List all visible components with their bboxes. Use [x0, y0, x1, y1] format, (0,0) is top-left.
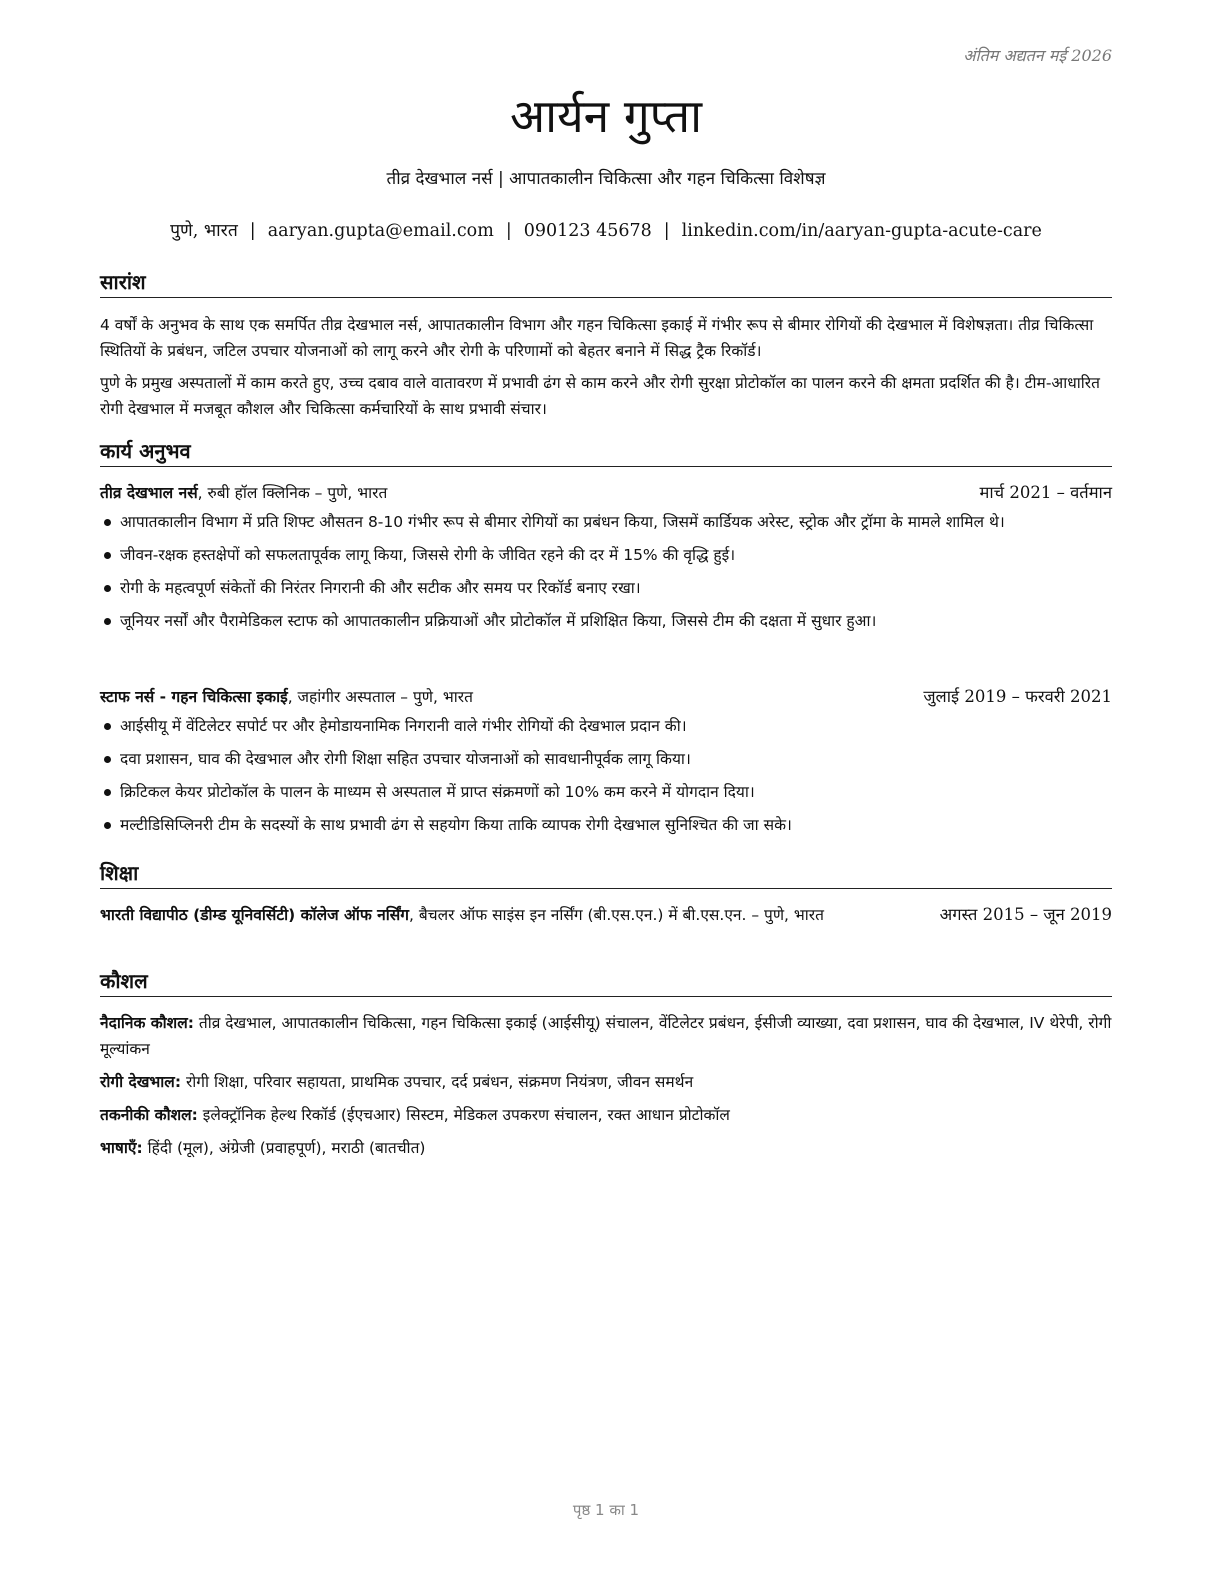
list-item — [100, 509, 1112, 535]
skill-label: रोगी देखभाल: — [100, 1073, 182, 1091]
list-item — [100, 542, 1112, 568]
contact-line — [100, 218, 1112, 244]
skill-row — [100, 1135, 1112, 1161]
job-title-line — [100, 480, 387, 506]
resume-page — [100, 0, 1112, 1584]
contact-linkedin[interactable]: linkedin.com/in/aaryan-gupta-acute-care — [681, 221, 1042, 241]
summary-paragraph-1: 4 वर्षों के अनुभव के साथ एक समर्पित तीव्र देखभाल नर्स, आपातकालीन विभाग और गहन चिकित्सा इकाई में गंभीर रूप से बीमार रोगियों की देखभाल में विशेषज्ञता। तीव्र चिकित्सा स्थितियों के प्रबंधन, जटिल उपचार योजनाओं को लागू करने और रोगी के परिणामों को बेहतर बनाने में सिद्ध ट्रैक रिकॉर्ड। — [100, 316, 1094, 360]
experience-heading: कार्य अनुभव — [100, 437, 1112, 467]
bullet-icon — [104, 618, 111, 625]
education-institution: भारती विद्यापीठ (डीम्ड यूनिवर्सिटी) कॉलेज ऑफ नर्सिंग — [100, 906, 410, 924]
bullet-text: आईसीयू में वेंटिलेटर सपोर्ट पर और हेमोडायनामिक निगरानी वाले गंभीर रोगियों की देखभाल प्रदान की। — [120, 717, 687, 735]
list-item — [100, 575, 1112, 601]
last-updated: अंतिम अद्यतन मई 2026 — [963, 46, 1112, 65]
bullet-icon — [104, 723, 111, 730]
skill-label: तकनीकी कौशल: — [100, 1106, 198, 1124]
candidate-name: आर्यन गुप्ता — [509, 89, 703, 143]
skill-value: हिंदी (मूल), अंग्रेजी (प्रवाहपूर्ण), मराठी (बातचीत) — [142, 1139, 426, 1157]
contact-separator: | — [249, 221, 256, 241]
skill-label: नैदानिक कौशल: — [100, 1014, 194, 1032]
contact-separator: | — [505, 221, 512, 241]
bullet-text: क्रिटिकल केयर प्रोटोकॉल के पालन के माध्यम से अस्पताल में प्राप्त संक्रमणों को 10% कम करने में योगदान दिया। — [120, 783, 755, 801]
job-title-line — [100, 684, 473, 710]
bullet-icon — [104, 822, 111, 829]
education-date: अगस्त 2015 – जून 2019 — [939, 905, 1112, 924]
bullet-text: मल्टीडिसिप्लिनरी टीम के सदस्यों के साथ प्रभावी ढंग से सहयोग किया ताकि व्यापक रोगी देखभाल सुनिश्चित की जा सके। — [120, 816, 792, 834]
bullet-text: आपातकालीन विभाग में प्रति शिफ्ट औसतन 8-10 गंभीर रूप से बीमार रोगियों का प्रबंधन किया, जिसमें कार्डियक अरेस्ट, स्ट्रोक और ट्रॉमा के मामले शामिल थे। — [120, 513, 1005, 531]
job-bullets — [100, 509, 1112, 641]
list-item — [100, 779, 1112, 805]
skill-row — [100, 1010, 1112, 1062]
list-item — [100, 746, 1112, 772]
contact-email[interactable]: aaryan.gupta@email.com — [267, 221, 494, 241]
list-item — [100, 812, 1112, 838]
job-role: तीव्र देखभाल नर्स — [100, 484, 198, 502]
job-header — [100, 480, 1112, 506]
bullet-icon — [104, 789, 111, 796]
bullet-text: रोगी के महत्वपूर्ण संकेतों की निरंतर निगरानी की और सटीक और समय पर रिकॉर्ड बनाए रखा। — [120, 579, 641, 597]
skill-label: भाषाएँ: — [100, 1139, 143, 1157]
bullet-text: जीवन-रक्षक हस्तक्षेपों को सफलतापूर्वक लागू किया, जिससे रोगी के जीवित रहने की दर में 15% की वृद्धि हुई। — [120, 546, 736, 564]
skill-row — [100, 1102, 1112, 1128]
list-item — [100, 608, 1112, 634]
education-details: , बैचलर ऑफ साइंस इन नर्सिंग (बी.एस.एन.) में बी.एस.एन. – पुणे, भारत — [409, 906, 824, 924]
job-date: जुलाई 2019 – फरवरी 2021 — [923, 687, 1112, 706]
job-date: मार्च 2021 – वर्तमान — [979, 483, 1112, 502]
list-item — [100, 713, 1112, 739]
skill-value: तीव्र देखभाल, आपातकालीन चिकित्सा, गहन चिकित्सा इकाई (आईसीयू) संचालन, वेंटिलेटर प्रबंधन, ईसीजी व्याख्या, दवा प्रशासन, घाव की देखभाल, IV थेरेपी, रोगी मूल्यांकन — [100, 1014, 1112, 1058]
education-entry — [100, 902, 1112, 928]
bullet-icon — [104, 756, 111, 763]
skill-value: रोगी शिक्षा, परिवार सहायता, प्राथमिक उपचार, दर्द प्रबंधन, संक्रमण नियंत्रण, जीवन समर्थन — [181, 1073, 694, 1091]
bullet-icon — [104, 585, 111, 592]
job-place: , जहांगीर अस्पताल – पुणे, भारत — [287, 688, 473, 706]
skill-row — [100, 1069, 1112, 1095]
skills-heading: कौशल — [100, 967, 1112, 997]
contact-separator: | — [663, 221, 670, 241]
page-number: पृष्ठ 1 का 1 — [572, 1501, 640, 1519]
job-place: , रुबी हॉल क्लिनिक – पुणे, भारत — [197, 484, 388, 502]
job-role: स्टाफ नर्स - गहन चिकित्सा इकाई — [100, 688, 288, 706]
education-heading: शिक्षा — [100, 859, 1112, 889]
education-text — [100, 902, 890, 928]
bullet-icon — [104, 519, 111, 526]
skill-value: इलेक्ट्रॉनिक हेल्थ रिकॉर्ड (ईएचआर) सिस्टम, मेडिकल उपकरण संचालन, रक्त आधान प्रोटोकॉल — [197, 1106, 730, 1124]
contact-phone: 090123 45678 — [523, 221, 652, 241]
contact-location: पुणे, भारत — [170, 221, 238, 241]
bullet-text: दवा प्रशासन, घाव की देखभाल और रोगी शिक्षा सहित उपचार योजनाओं को सावधानीपूर्वक लागू किया। — [120, 750, 691, 768]
tagline: तीव्र देखभाल नर्स | आपातकालीन चिकित्सा और गहन चिकित्सा विशेषज्ञ — [386, 169, 826, 189]
bullet-icon — [104, 552, 111, 559]
summary-heading: सारांश — [100, 268, 1112, 298]
job-header — [100, 684, 1112, 710]
job-bullets — [100, 713, 1112, 845]
summary-paragraph-2: पुणे के प्रमुख अस्पतालों में काम करते हुए, उच्च दबाव वाले वातावरण में प्रभावी ढंग से काम करने और रोगी सुरक्षा प्रोटोकॉल का पालन करने की क्षमता प्रदर्शित की है। टीम-आधारित रोगी देखभाल में मजबूत कौशल और चिकित्सा कर्मचारियों के साथ प्रभावी संचार। — [100, 374, 1100, 418]
bullet-text: जूनियर नर्सों और पैरामेडिकल स्टाफ को आपातकालीन प्रक्रियाओं और प्रोटोकॉल में प्रशिक्षित किया, जिससे टीम की दक्षता में सुधार हुआ। — [120, 612, 877, 630]
